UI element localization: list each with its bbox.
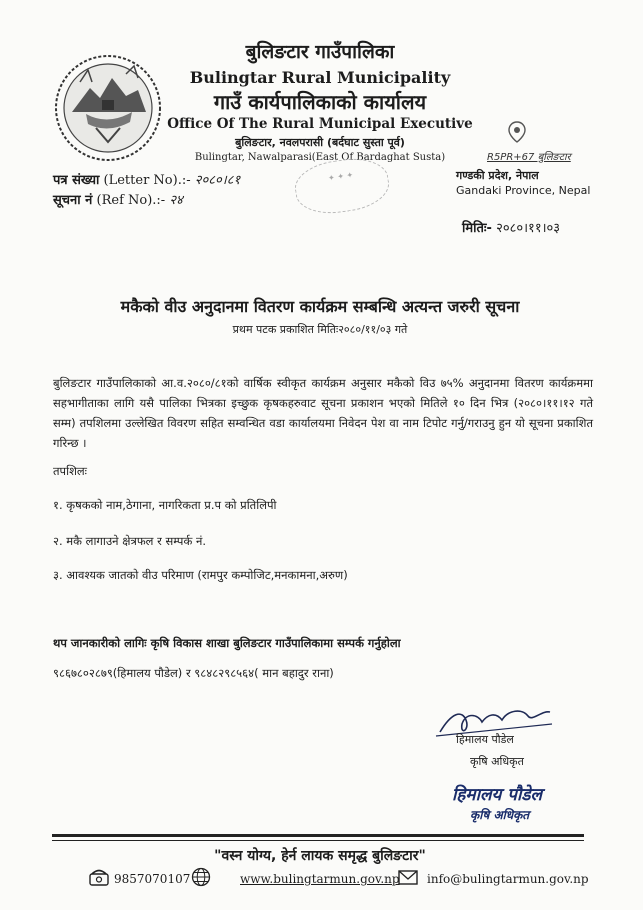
government-emblem-icon xyxy=(52,52,164,164)
letter-number-value: २०८०।८१ xyxy=(194,173,241,188)
letter-label-en: (Letter No).:- xyxy=(103,173,191,188)
ref-number-line xyxy=(53,190,183,208)
date-line xyxy=(462,218,560,236)
municipality-name-np: बुलिङटार गाउँपालिका xyxy=(245,41,395,63)
footer-divider xyxy=(52,834,584,837)
detail-item-1: १. कृषकको नाम,ठेगाना, नागरिकता प्र.प को प्रतिलिपी xyxy=(53,498,277,512)
office-stamp: ✦ ✦ ✦ xyxy=(292,154,392,219)
location-pin-icon xyxy=(507,120,527,144)
ref-number-value: २४ xyxy=(169,193,183,208)
notice-title: मकैको वीउ अनुदानमा वितरण कार्यक्रम सम्बन्धि अत्यन्त जरुरी सूचना xyxy=(120,297,520,316)
contact-line: थप जानकारीको लागिः कृषि विकास शाखा बुलिङटार गाउँपालिकामा सम्पर्क गर्नुहोला xyxy=(53,636,401,650)
footer-divider-thin xyxy=(52,840,584,841)
province-en: Gandaki Province, Nepal xyxy=(456,184,591,197)
signatory-title: कृषि अधिकृत xyxy=(470,755,524,768)
letter-number-line xyxy=(53,170,240,188)
seal-name: हिमालय पौडेल xyxy=(452,785,542,805)
office-name-np: गाउँ कार्यपालिकाको कार्यालय xyxy=(213,90,427,114)
address-np: बुलिङटार, नवलपरासी (बर्दघाट सुस्ता पूर्व) xyxy=(235,136,405,149)
footer-phone[interactable]: 9857070107 xyxy=(114,872,191,886)
slogan: "वस्न योग्य, हेर्न लायक समृद्ध बुलिङटार" xyxy=(214,848,426,864)
ref-label-np: सूचना नं xyxy=(53,193,93,208)
phone-icon xyxy=(88,866,110,888)
office-name-en: Office Of The Rural Municipal Executive xyxy=(167,116,473,132)
province-np: गण्डकी प्रदेश, नेपाल xyxy=(456,169,539,182)
details-label: तपशिलः xyxy=(53,464,88,478)
footer-website-link[interactable]: www.bulingtarmun.gov.np xyxy=(240,872,400,886)
globe-icon xyxy=(190,866,212,888)
address-en: Bulingtar, Nawalparasi(East Of Bardaghat Susta) xyxy=(194,152,446,163)
contact-numbers: ९८६७८०२८७९(हिमालय पौडेल) र ९८४८२९८५६४( मान बहादुर राना) xyxy=(53,666,334,680)
date-label: मितिः- xyxy=(462,221,492,236)
letter-label-np: पत्र संख्या xyxy=(53,173,100,188)
footer-email[interactable]: info@bulingtarmun.gov.np xyxy=(427,872,589,886)
date-value: २०८०।११।०३ xyxy=(496,221,561,236)
notice-body: बुलिङटार गाउँपालिकाको आ.व.२०८०/८१को वार्षिक स्वीकृत कार्यक्रम अनुसार मकैको विउ ७५% अनुदानमा वितरण कार्यक्रममा सहभागीताका लागि यसै पालिका भित्रका इच्छुक कृषकहरुवाट सूचना प्रकाशन भएको मितिले १० दिन भित्र (२०८०।११।१२ गते सम्म) तपशिलमा उल्लेखित विवरण सहित सम्वन्धित वडा कार्यालयमा निवेदन पेश वा नाम टिपोट गर्नु/गराउनु हुन यो सूचना प्रकाशित गरिन्छ । xyxy=(53,376,593,450)
seal-title: कृषि अधिकृत xyxy=(470,808,530,822)
email-icon xyxy=(397,866,419,888)
notice-subtitle: प्रथम पटक प्रकाशित मितिः२०८०/११/०३ गते xyxy=(232,323,408,336)
detail-item-3: ३. आवश्यक जातको वीउ परिमाण (रामपुर कम्पोजिट,मनकामना,अरुण) xyxy=(53,568,348,582)
signatory-name: हिमालय पौडेल xyxy=(456,733,514,746)
ref-label-en: (Ref No).:- xyxy=(96,193,166,208)
detail-item-2: २. मकै लागाउने क्षेत्रफल र सम्पर्क नं. xyxy=(53,534,206,548)
plus-code: R5PR+67 बुलिङटार xyxy=(487,152,571,163)
municipality-name-en: Bulingtar Rural Municipality xyxy=(189,68,451,87)
